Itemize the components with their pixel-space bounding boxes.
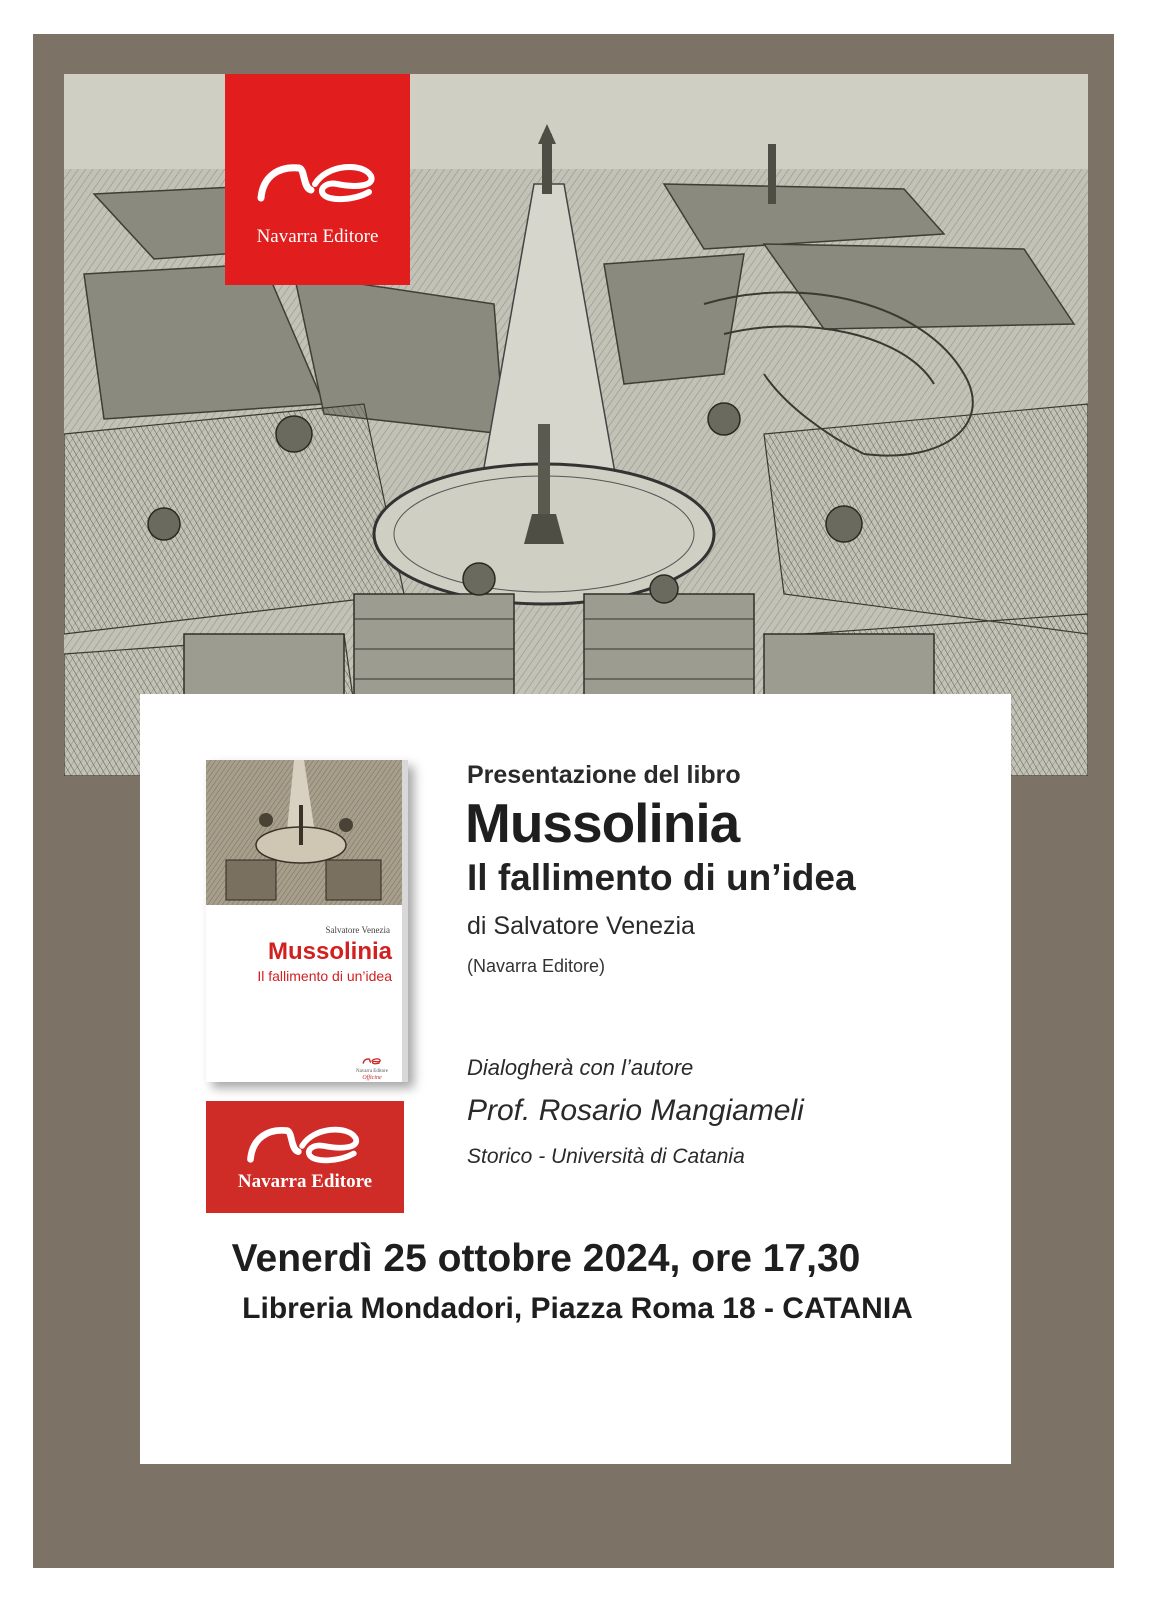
event-location: Libreria Mondadori, Piazza Roma 18 - CATANIA: [242, 1292, 913, 1325]
book-cover-logo: [352, 1050, 392, 1081]
book-cover-illustration: [206, 760, 402, 905]
dialogue-intro: Dialogherà con l’autore: [467, 1055, 694, 1080]
guest-name: Prof. Rosario Mangiameli: [467, 1094, 804, 1127]
event-publisher-line: (Navarra Editore): [467, 956, 606, 976]
book-cover-imprint: Officine: [362, 1075, 382, 1081]
publisher-name: Navarra Editore: [256, 226, 379, 247]
event-info-panel: [140, 694, 1011, 1464]
book-cover-author: Salvatore Venezia: [325, 925, 390, 935]
navarra-logo-icon: [225, 158, 410, 208]
event-author-line: di Salvatore Venezia: [467, 912, 695, 940]
book-cover-title: Mussolinia: [267, 938, 392, 965]
engraving-drawing: [64, 74, 1088, 776]
navarra-logo-icon: [206, 1121, 404, 1169]
book-cover: [206, 760, 408, 1082]
publisher-logo-top: [225, 74, 410, 285]
event-datetime: Venerdì 25 ottobre 2024, ore 17,30: [231, 1237, 861, 1280]
event-book-subtitle: Il fallimento di un’idea: [467, 857, 856, 898]
book-cover-image: [206, 760, 408, 1090]
book-cover-subtitle: Il fallimento di un’idea: [257, 968, 392, 984]
city-engraving-illustration: [64, 74, 1088, 776]
guest-role: Storico - Università di Catania: [467, 1145, 745, 1168]
publisher-name: Navarra Editore: [237, 1171, 373, 1192]
event-heading: Presentazione del libro: [467, 761, 741, 789]
publisher-logo-bottom: [206, 1101, 404, 1213]
event-book-title: Mussolinia: [465, 792, 740, 854]
navarra-logo-small-icon: [362, 1057, 382, 1065]
book-cover-publisher: Navarra Editore: [355, 1069, 389, 1074]
